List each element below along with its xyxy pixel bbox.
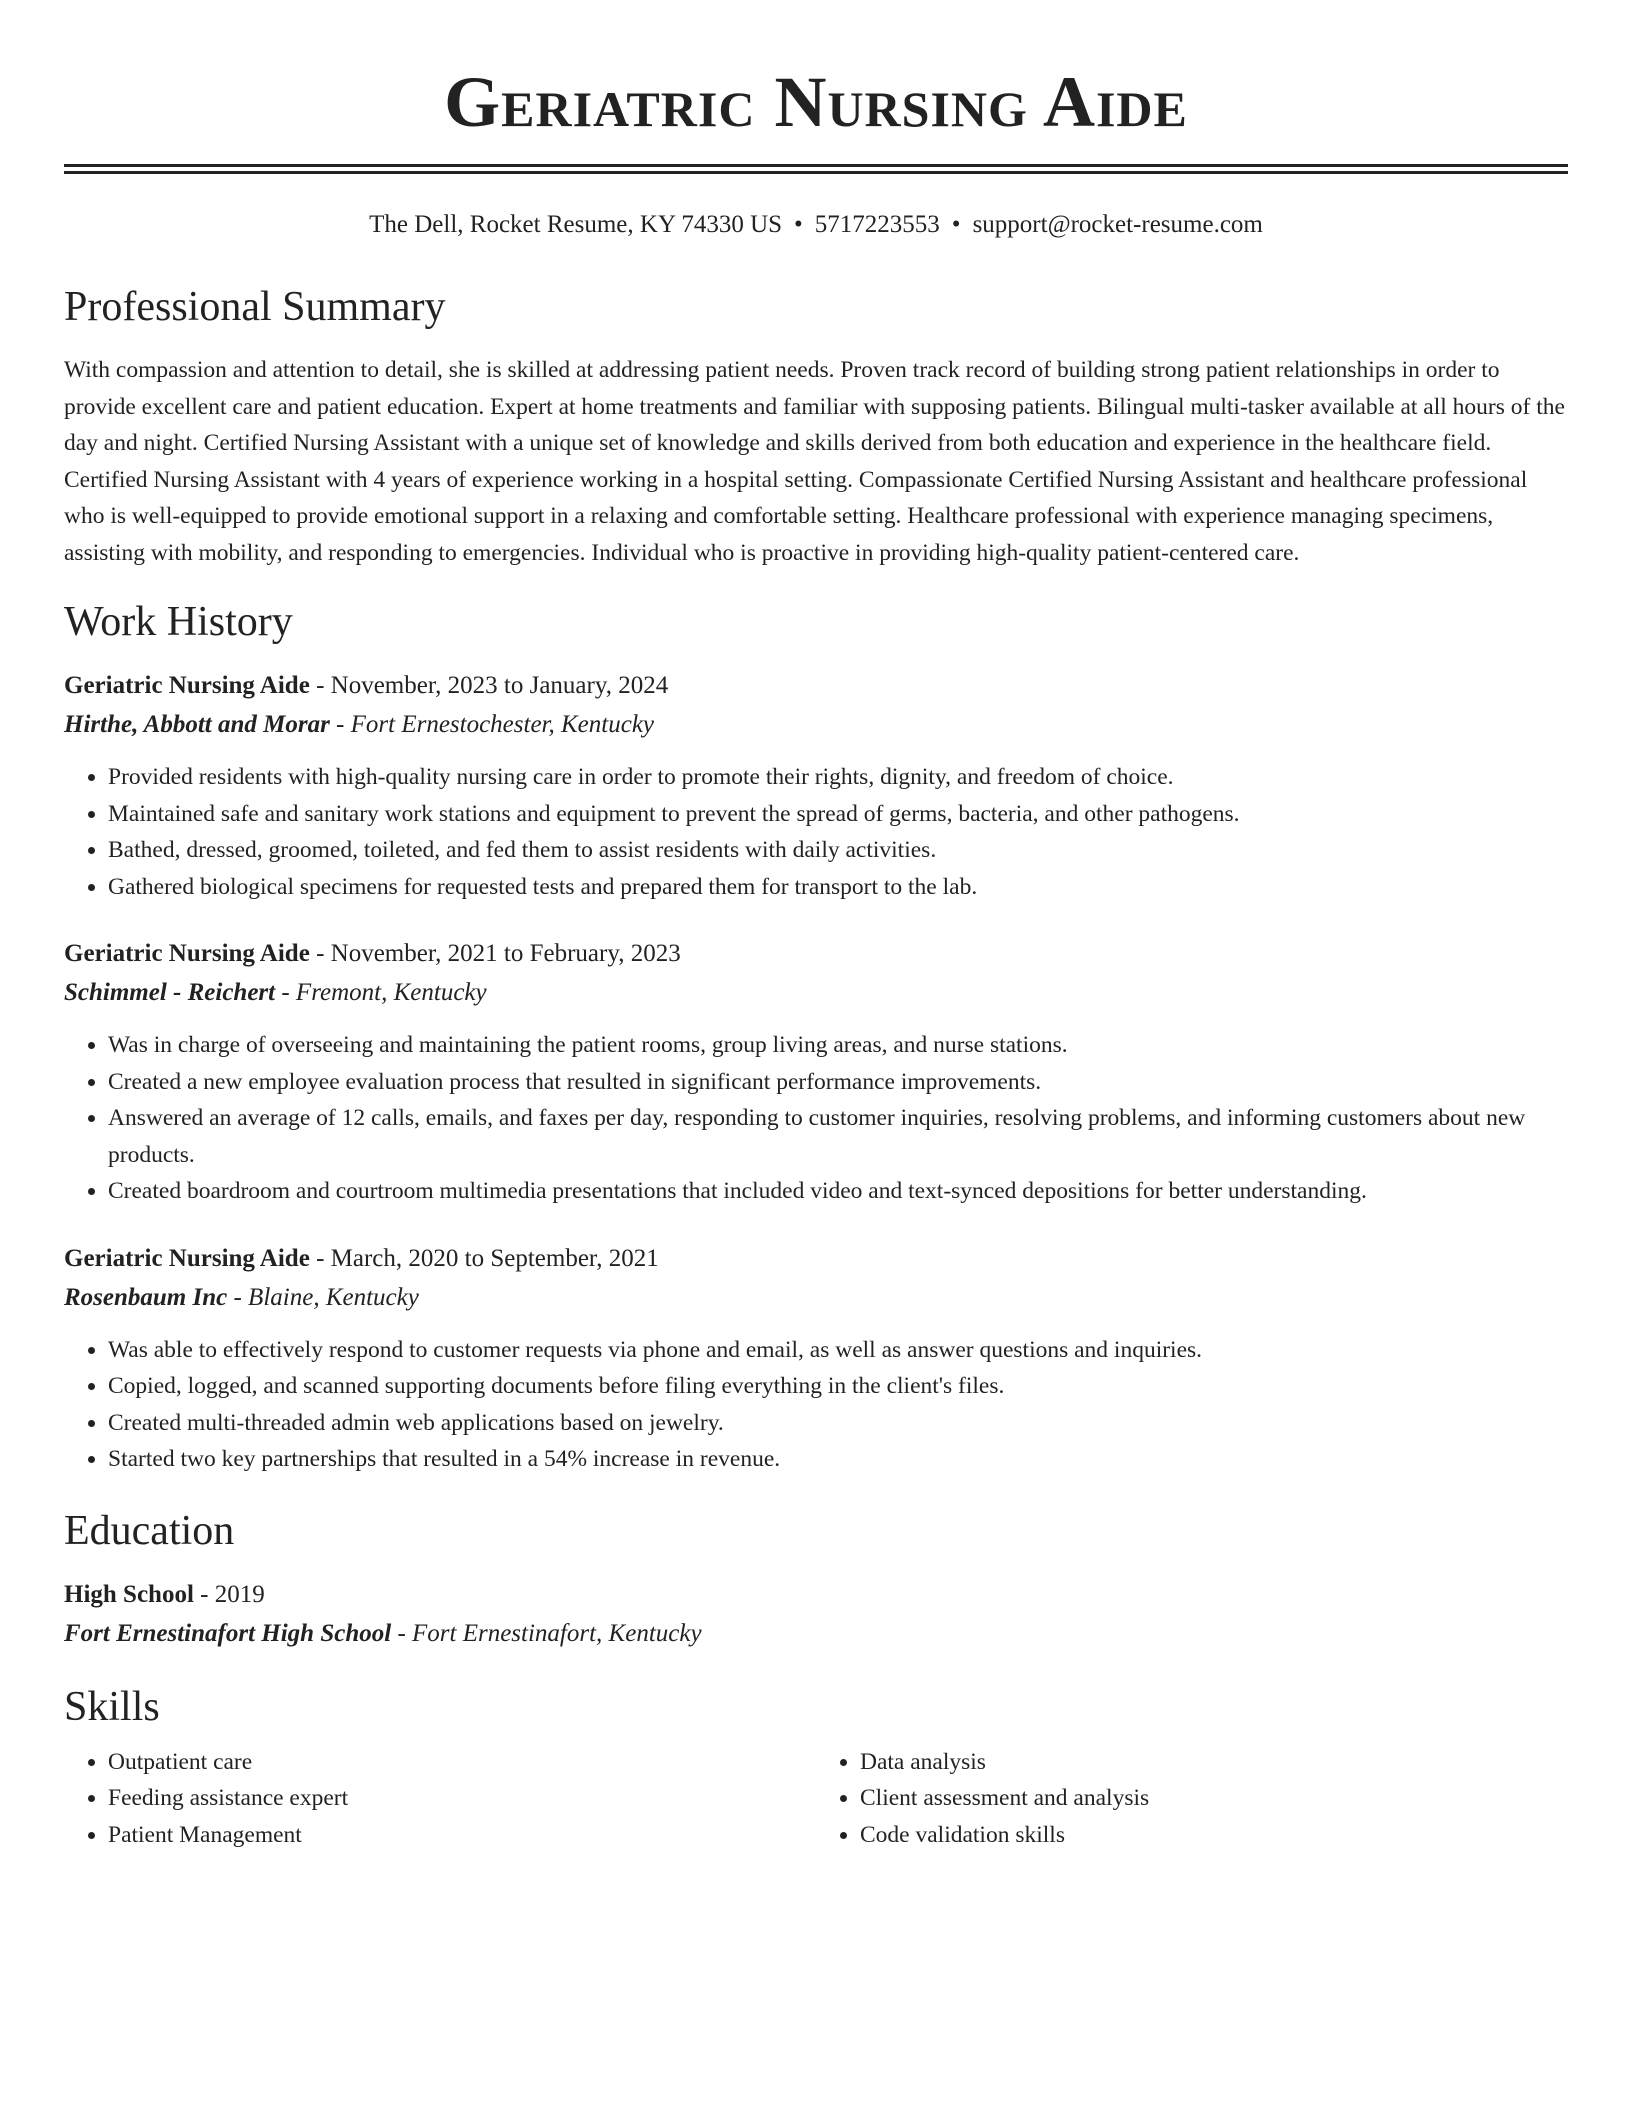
job-company: Schimmel - Reichert — [64, 979, 276, 1006]
list-item: • Created boardroom and courtroom multimedia presentations that included video and text-synced depositions for better understanding. — [108, 1173, 1568, 1210]
contact-separator: • — [951, 211, 961, 238]
job-role: Geriatric Nursing Aide — [64, 940, 310, 967]
list-item: • Answered an average of 12 calls, emails, and faxes per day, responding to customer inquiries, resolving problems, and informing customers about new products. — [108, 1100, 1568, 1173]
job-title-line — [64, 935, 1568, 973]
job-entry — [64, 1240, 1568, 1478]
job-bullets — [64, 1027, 1568, 1210]
education-school: Fort Ernestinafort High School — [64, 1619, 392, 1647]
education-degree: High School — [64, 1580, 194, 1608]
contact-address: The Dell, Rocket Resume, KY 74330 US — [369, 211, 783, 238]
skills-column-left — [64, 1744, 816, 1854]
job-title-line — [64, 667, 1568, 705]
skill-item: • Patient Management — [108, 1817, 816, 1854]
list-item: • Was in charge of overseeing and maintaining the patient rooms, group living areas, and nurse stations. — [108, 1027, 1568, 1064]
job-role: Geriatric Nursing Aide — [64, 672, 310, 699]
job-location: - Fort Ernestochester, Kentucky — [329, 711, 655, 738]
list-item: • Maintained safe and sanitary work stations and equipment to prevent the spread of germs, bacteria, and other pathogens. — [108, 796, 1568, 833]
summary-heading: Professional Summary — [64, 284, 446, 330]
skill-item: • Code validation skills — [860, 1817, 1568, 1854]
job-role: Geriatric Nursing Aide — [64, 1244, 310, 1272]
job-dates: - November, 2021 to February, 2023 — [309, 940, 681, 967]
list-item: • Created multi-threaded admin web applications based on jewelry. — [108, 1405, 1568, 1442]
list-item: • Gathered biological specimens for requested tests and prepared them for transport to the lab. — [108, 869, 1568, 906]
job-company: Hirthe, Abbott and Morar — [64, 711, 330, 738]
job-company-line — [64, 1278, 1568, 1318]
contact-separator: • — [794, 211, 803, 238]
job-company-line — [64, 705, 1568, 745]
skill-item: • Outpatient care — [108, 1744, 816, 1781]
job-entry — [64, 667, 1568, 905]
contact-line — [64, 210, 1568, 240]
skills-heading: Skills — [64, 1683, 160, 1730]
job-company-line — [64, 973, 1568, 1013]
skill-item: • Feeding assistance expert — [108, 1780, 816, 1817]
education-entry — [64, 1576, 1568, 1654]
job-location: - Fremont, Kentucky — [275, 979, 487, 1006]
list-item: • Bathed, dressed, groomed, toileted, and fed them to assist residents with daily activities. — [108, 832, 1568, 869]
job-bullets — [64, 759, 1568, 905]
job-dates: - March, 2020 to September, 2021 — [309, 1244, 659, 1272]
skills-list — [64, 1744, 1568, 1854]
candidate-name: Geriatric Nursing Aide — [444, 62, 1188, 142]
job-bullets — [64, 1332, 1568, 1478]
job-dates: - November, 2023 to January, 2024 — [309, 672, 669, 699]
job-company: Rosenbaum Inc — [64, 1283, 228, 1311]
education-heading: Education — [64, 1507, 235, 1554]
education-school-line — [64, 1614, 1568, 1654]
skill-item: • Client assessment and analysis — [860, 1780, 1568, 1817]
list-item: • Copied, logged, and scanned supporting documents before filing everything in the client's files. — [108, 1368, 1568, 1405]
job-entry — [64, 935, 1568, 1210]
education-year: - 2019 — [193, 1580, 265, 1608]
summary-text: With compassion and attention to detail, she is skilled at addressing patient needs. Proven track record of building strong patient relationships in order to provide excellent care and patient education. Expert at home treatments and familiar with supposing patients. Bilingual multi-tasker available at all hours of the day and night. Certified Nursing Assistant with a unique set of knowledge and skills derived from both education and experience in the healthcare field. Certified Nursing Assistant with 4 years of experience working in a hospital setting. Compassionate Certified Nursing Assistant and healthcare professional who is well-equipped to provide emotional support in a relaxing and comfortable setting. Healthcare professional with experience managing specimens, assisting with mobility, and responding to emergencies. Individual who is proactive in providing high-quality patient-centered care. — [64, 357, 1565, 566]
education-location: - Fort Ernestinafort, Kentucky — [391, 1619, 702, 1647]
skills-column-right — [816, 1744, 1568, 1854]
list-item: • Started two key partnerships that resulted in a 54% increase in revenue. — [108, 1441, 1568, 1478]
contact-email: support@rocket-resume.com — [972, 211, 1263, 238]
education-degree-line — [64, 1576, 1568, 1614]
job-location: - Blaine, Kentucky — [227, 1283, 419, 1311]
list-item: • Created a new employee evaluation process that resulted in significant performance improvements. — [108, 1064, 1568, 1101]
header-double-rule — [64, 164, 1568, 174]
work-history-heading: Work History — [64, 599, 293, 645]
list-item: • Was able to effectively respond to customer requests via phone and email, as well as answer questions and inquiries. — [108, 1332, 1568, 1369]
list-item: • Provided residents with high-quality nursing care in order to promote their rights, dignity, and freedom of choice. — [108, 759, 1568, 796]
skill-item: • Data analysis — [860, 1744, 1568, 1781]
contact-phone: 5717223553 — [814, 211, 940, 238]
job-title-line — [64, 1240, 1568, 1278]
